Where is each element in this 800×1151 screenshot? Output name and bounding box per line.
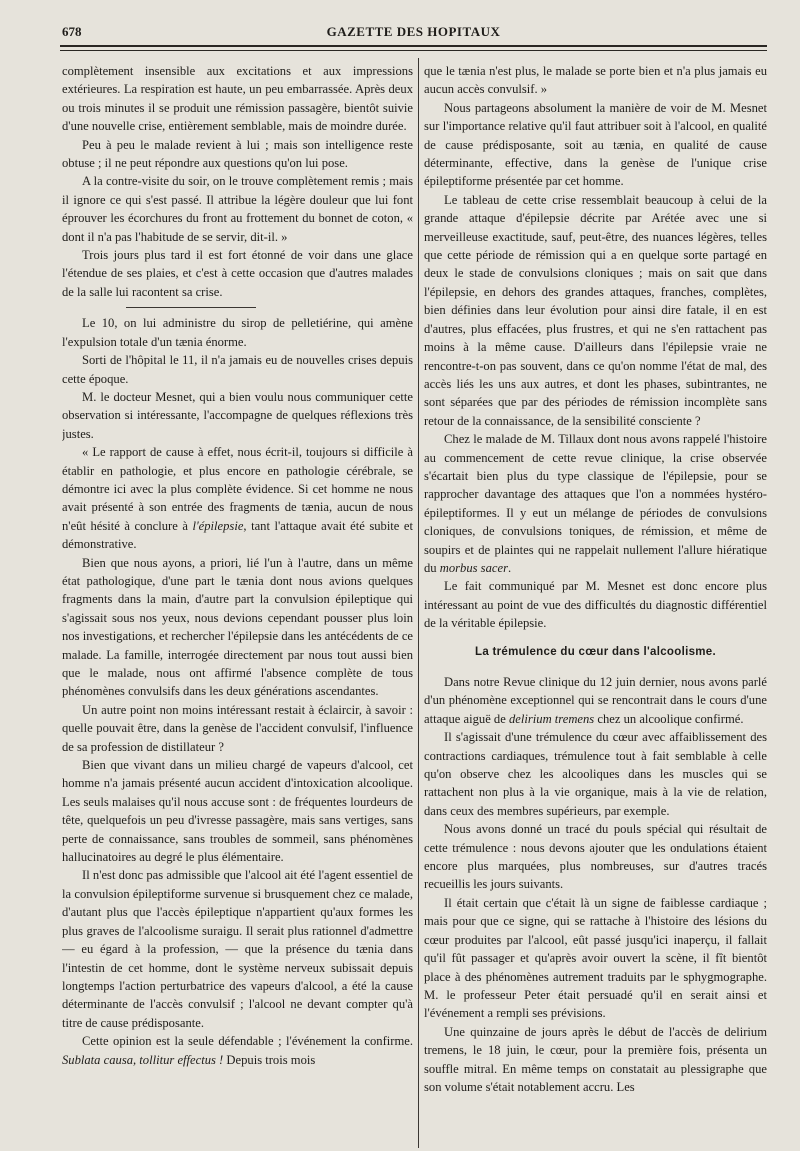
paragraph: Trois jours plus tard il est fort étonné de voir dans une glace l'étendue de ses plaies, et c'est à cette occasion que d'autres malades de la salle lui racontent sa crise. [62,248,413,299]
paragraph: Chez le malade de M. Tillaux dont nous avons rappelé l'histoire au commencement de cette revue clinique, la crise observée s'écartait bien plus du type classique de l'épilepsie, pour se rapprocher davantage des attaques que l'on a nommées hystéro-épileptiformes. Il y eut un mélange de périodes de convulsions cloniques, de convulsions toniques, de rémission, et même de soupirs et de plaintes qui ne rappelait nullement l'allure hiératique du morbus sacer. [424,432,767,575]
right-column [424,62,767,1147]
header-rule-thick [60,45,767,47]
italic-term: l'épilepsie [192,518,244,533]
quoted-paragraph: « Le rapport de cause à effet, nous écrit-il, toujours si difficile à établir en pathologie, et plus encore en pathologie cérébrale, se démontre ici avec la plus complète évidence. Si cet homme ne nous avait présenté à son entrée des fragments de tænia, aucun de nous n'eût hésité à conclure à l'épilepsie, tant l'attaque avait été subite et démonstrative. [62,445,413,552]
paragraph: complètement insensible aux excitations et aux impressions extérieures. La respiration est haute, un peu embarrassée. Après deux ou trois minutes il se produit une rémission passagère, bientôt suivie d'une nouvelle crise, entièrement semblable, mais de moindre durée. [62,64,413,134]
paragraph: Le fait communiqué par M. Mesnet est donc encore plus intéressant au point de vue des difficultés du diagnostic différentiel de la véritable épilepsie. [424,579,767,631]
paragraph: Nous partageons absolument la manière de voir de M. Mesnet sur l'importance relative qu'il faut attribuer soit à l'alcool, en qualité de cause prédisposante, soit au tænia, en qualité de cause déterminante, effective, dans la genèse de l'unique crise épileptiforme présentée par cet homme. [424,100,767,189]
header-rule-thin [60,50,767,51]
paragraph: Nous avons donné un tracé du pouls spécial qui résultait de cette trémulence : nous devons ajouter que les ondulations étaient encore plus marquées, plus nombreuses, sur d'autres tracés recueillis les jours suivants. [424,822,767,892]
paragraph: Il n'est donc pas admissible que l'alcool ait été l'agent essentiel de la convulsion épileptiforme survenue si brusquement chez ce malade, d'autant plus que l'accès épileptique n'appartient qu'aux formes les plus graves de l'alcoolisme suraigu. Il serait plus rationnel d'admettre — eu égard à la profession, — que la présence du tænia dans l'intestin de cet homme, dont le système nerveux subissait depuis longtemps l'action perturbatrice des vapeurs d'alcool, a été la cause déterminante de l'accès convulsif ; l'alcool ne devant compter qu'à titre de cause prédisposante. [62,868,413,1030]
italic-term: morbus sacer [439,560,508,575]
italic-term: delirium tremens [508,711,595,726]
latin-quote: Sublata causa, tollitur effectus ! [62,1052,224,1067]
paragraph: Bien que nous ayons, a priori, lié l'un à l'autre, dans un même état pathologique, d'une part le tænia dont nous avions quelques fragments dans la main, d'autre part la convulsion épileptique qui s'agissait sous nos yeux, nous devions cependant pousser plus loin nos investigations, et rechercher l'épilepsie dans les antécédents de ce malade. La famille, interrogée directement par nous tout aussi bien que le malade, nous ont affirmé l'absence complète de tous phénomènes convulsifs dans les deux générations ascendantes. [62,555,413,699]
section-divider [126,307,256,308]
paragraph: Une quinzaine de jours après le début de l'accès de delirium tremens, le 18 juin, le cœur, pour la première fois, présenta un souffle mitral. En même temps on constatait au plessigraphe que son volume s'était notablement accru. Les [424,1024,767,1094]
left-column [62,62,413,1147]
paragraph: Cette opinion est la seule défendable ; l'événement la confirme. Sublata causa, tollitur effectus ! Depuis trois mois [62,1034,413,1067]
paragraph: Bien que vivant dans un milieu chargé de vapeurs d'alcool, cet homme n'a jamais présenté aucun accident d'intoxication alcoolique. Les seuls malaises qu'il nous accuse sont : de fréquentes lourdeurs de tête, quelquefois un peu d'ivresse passagère, mais sans vertiges, sans perte de connaissance, sans troubles de sommeil, sans phénomènes hallucinatoires au degré le plus élémentaire. [62,758,413,865]
paragraph: Sorti de l'hôpital le 11, il n'a jamais eu de nouvelles crises depuis cette époque. [62,353,413,386]
paragraph: Il s'agissait d'une trémulence du cœur avec affaiblissement des contractions cardiaques, trémulence tout à fait semblable à celle qu'on observe chez les alcooliques dans les muscles qui se rattachent non plus à la vie organique, mais à la vie de relation, dans ceux des membres supérieurs, par exemple. [424,730,767,818]
paragraph: M. le docteur Mesnet, qui a bien voulu nous communiquer cette observation si intéressante, l'accompagne de quelques réflexions très justes. [62,389,413,441]
paragraph: Le tableau de cette crise ressemblait beaucoup à celui de la grande attaque d'épilepsie décrite par Arétée avec une si merveilleuse exactitude, sauf, peut-être, des nuances légères, telles que cette période de rémission qui a en quelque sorte partagé en deux le stade de convulsions cloniques ; mais on sait que dans l'épilepsie, en dehors des grandes attaques, franches, complètes, bien définies dans leur évolution pour ainsi dire fatale, il en est d'autres, plus effacées, plus frustres, et qui ne s'en rattachent pas moins à la même cause. D'ailleurs dans l'épilepsie vraie ne rencontre-t-on pas souvent, dans ce qu'on nomme l'état de mal, des accès liés les uns aux autres, et dont les phases, subintrantes, ne sont séparées que par des périodes de rémission incomplète sans retour de la connaissance, de la sensibilité consciente ? [424,192,767,428]
page-number: 678 [62,24,82,39]
paragraph: Il était certain que c'était là un signe de faiblesse cardiaque ; mais pour que ce signe, qui se rattache à l'histoire des lésions du cœur produites par l'alcool, eût passé jusqu'ici inaperçu, il fallait qu'il fût passager et qu'après avoir ouvert la scène, il fît bientôt place à des phénomènes autrement traduits par le sphygmographe. M. le professeur Peter était persuadé qu'il en serait ainsi et l'événement a rempli ses prévisions. [424,895,767,1021]
paragraph: Le 10, on lui administre du sirop de pelletiérine, qui amène l'expulsion totale d'un tænia énorme. [62,316,413,349]
paragraph: Un autre point non moins intéressant restait à éclaircir, à savoir : quelle pouvait être, dans la genèse de l'accident convulsif, l'influence de sa profession de distillateur ? [62,702,413,754]
section-heading: La trémulence du cœur dans l'alcoolisme. [475,645,716,658]
paragraph: Peu à peu le malade revient à lui ; mais son intelligence reste obtuse ; il ne peut répondre aux questions qu'on lui pose. [62,137,413,171]
column-divider [418,58,419,1148]
page-header [60,22,767,42]
publication-title: GAZETTE DES HOPITAUX [326,24,501,39]
paragraph: que le tænia n'est plus, le malade se porte bien et n'a plus jamais eu aucun accès convulsif. » [424,64,767,97]
paragraph: Dans notre Revue clinique du 12 juin dernier, nous avons parlé d'un phénomène exceptionnel qui se rencontrait dans le cours d'une attaque aiguë de delirium tremens chez un alcoolique confirmé. [424,675,767,726]
paragraph: A la contre-visite du soir, on le trouve complètement remis ; mais il ignore ce qui s'est passé. Il attribue la légère douleur que lui font éprouver les écorchures du front au frottement du bonnet de coton, « dont il n'a pas l'habitude de se servir, dit-il. » [62,174,413,244]
